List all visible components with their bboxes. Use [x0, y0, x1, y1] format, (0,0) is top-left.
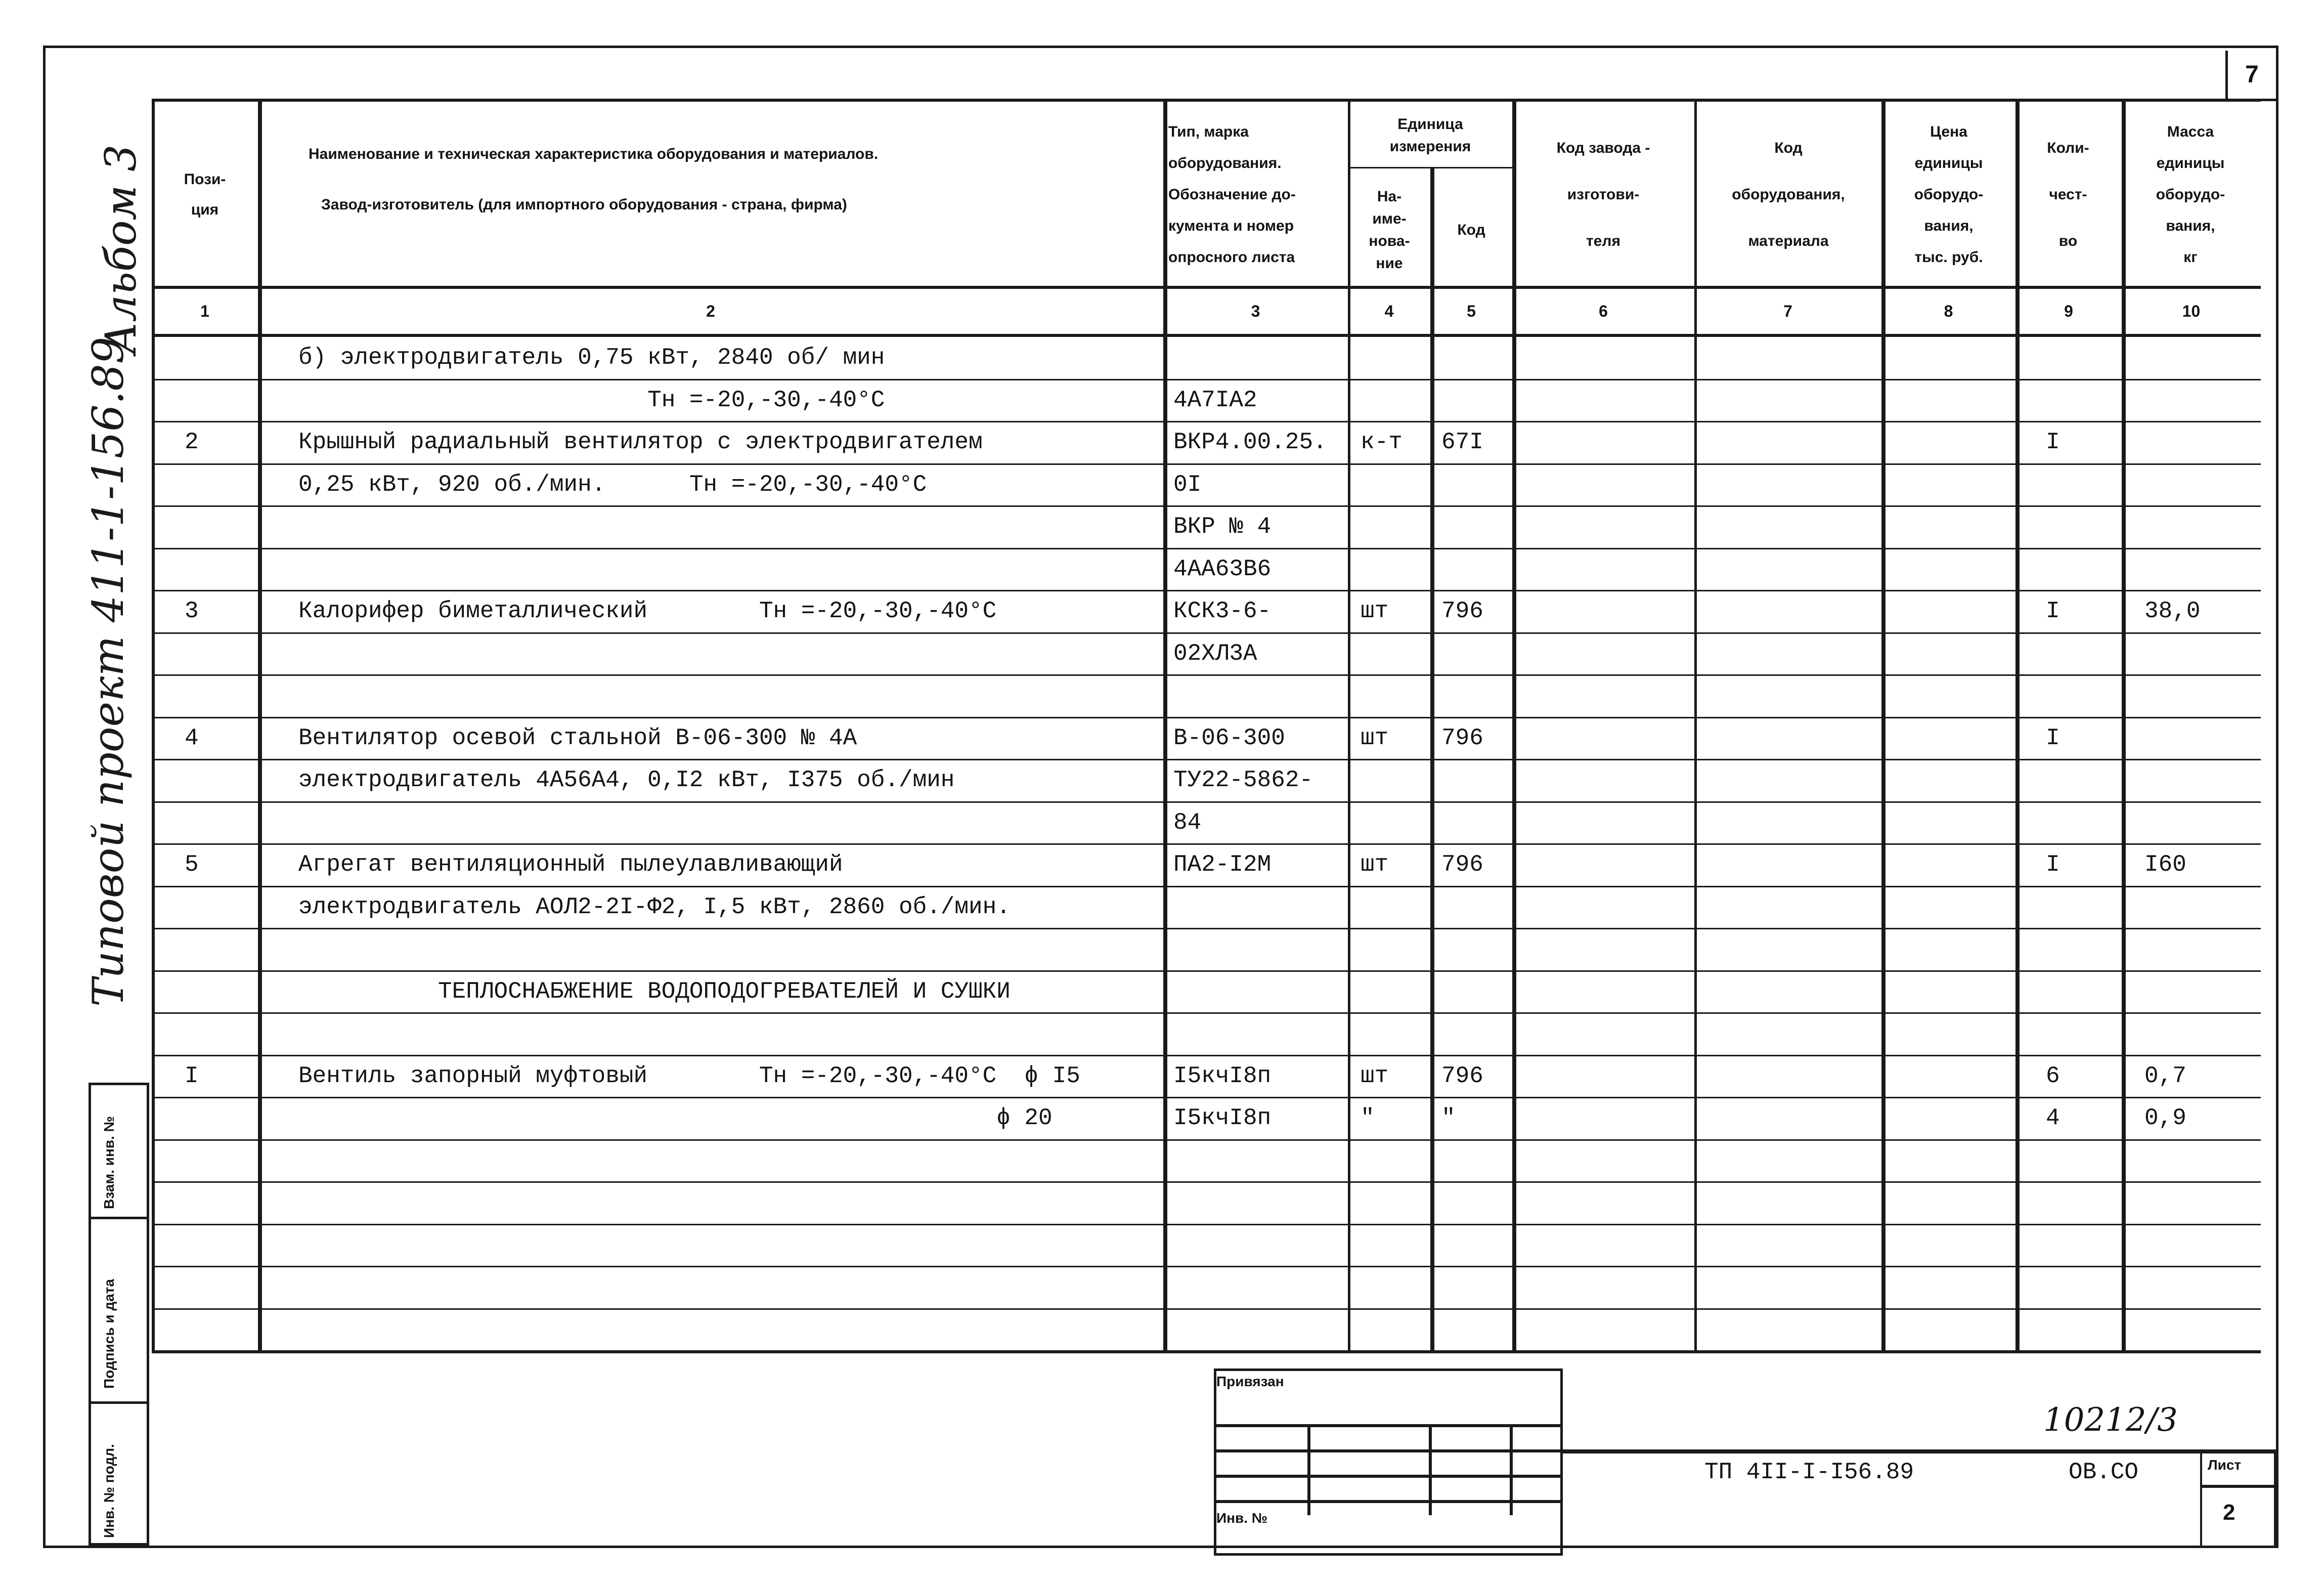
row-divider	[152, 632, 2261, 634]
row-unit-code: 796	[1441, 1063, 1483, 1089]
column-number: 7	[1783, 302, 1792, 320]
row-name: электродвигатель АОЛ2-2I-Ф2, I,5 кВт, 2860 об./мин.	[298, 894, 1011, 920]
row-quantity: I	[2046, 851, 2060, 878]
header-unit-group: Единица измерения	[1389, 115, 1471, 155]
row-unit-name: к-т	[1361, 429, 1402, 455]
row-unit-code: 796	[1441, 851, 1483, 878]
row-divider	[152, 334, 2261, 337]
column-number: 4	[1384, 302, 1394, 320]
header-type: Тип, марка оборудования. Обозначение до- кумента и номер опросного листа	[1168, 123, 1296, 266]
row-divider	[152, 463, 2261, 465]
column-number: 6	[1599, 302, 1608, 320]
row-mass: 0,7	[2144, 1063, 2186, 1089]
row-type: 02ХЛ3А	[1173, 640, 1257, 667]
row-name: б) электродвигатель 0,75 кВт, 2840 об/ мин	[298, 345, 885, 371]
row-divider	[152, 674, 2261, 676]
row-unit-name: шт	[1361, 598, 1389, 624]
header-unit-name: На- име- нова- ние	[1369, 188, 1410, 272]
header-equipment-code: Код оборудования, материала	[1732, 140, 1845, 249]
row-unit-code: "	[1441, 1105, 1456, 1131]
row-divider	[152, 1097, 2261, 1098]
row-quantity: I	[2046, 725, 2060, 751]
row-divider	[152, 717, 2261, 718]
row-name: электродвигатель 4А56А4, 0,I2 кВт, I375 об./мин	[298, 767, 955, 793]
row-mass: 0,9	[2144, 1105, 2186, 1131]
row-type: ПА2-I2М	[1173, 851, 1271, 878]
header-position: Пози- ция	[184, 171, 226, 218]
row-name: ϕ 20	[298, 1105, 1053, 1131]
row-name: Крышный радиальный вентилятор с электродвигателем	[298, 429, 983, 455]
row-position: I	[185, 1063, 199, 1089]
stamp-interchange: Взам. инв. №	[101, 1116, 117, 1209]
row-mass: 38,0	[2144, 598, 2201, 624]
row-divider	[152, 1181, 2261, 1183]
title-block-line	[1510, 1424, 1513, 1515]
row-name: Вентиль запорный муфтовый Тн =-20,-30,-40°С ϕ I5	[298, 1063, 1080, 1089]
header-unit-code: Код	[1457, 222, 1485, 238]
row-divider	[152, 1224, 2261, 1225]
row-name: Калорифер биметаллический Тн =-20,-30,-40°С	[298, 598, 997, 624]
row-divider	[152, 801, 2261, 803]
row-unit-name: шт	[1361, 1063, 1389, 1089]
row-unit-code: 67I	[1441, 429, 1483, 455]
handwritten-number: 10212/3	[2043, 1401, 2178, 1439]
header-mass: Масса единицы оборудо- вания, кг	[2156, 123, 2225, 266]
title-privyazan: Привязан	[1216, 1374, 1284, 1389]
row-divider	[152, 886, 2261, 887]
row-unit-code: 796	[1441, 725, 1483, 751]
row-divider	[152, 843, 2261, 845]
sheet-number: 2	[2223, 1500, 2235, 1525]
row-type: КСК3-6-	[1173, 598, 1271, 624]
header-quantity: Коли- чест- во	[2047, 140, 2089, 249]
header-name-line1: Наименование и техническая характеристика оборудования и материалов.	[309, 146, 879, 162]
row-type: I5кчI8п	[1173, 1105, 1271, 1131]
title-block-line	[1429, 1424, 1432, 1515]
row-name: ТЕПЛОСНАБЖЕНИЕ ВОДОПОДОГРЕВАТЕЛЕЙ И СУШКИ	[298, 978, 1011, 1005]
sheet-top-number: 7	[2225, 51, 2276, 101]
row-type: ВКР № 4	[1173, 513, 1271, 540]
row-divider	[152, 1055, 2261, 1056]
row-quantity: I	[2046, 598, 2060, 624]
sheet-label: Лист	[2208, 1457, 2242, 1473]
row-type: В-06-300	[1173, 725, 1285, 751]
row-type: 0I	[1173, 472, 1202, 498]
stamp-sign-date: Подпись и дата	[101, 1279, 117, 1389]
row-divider	[1348, 167, 1512, 168]
title-block-line	[2200, 1485, 2276, 1488]
row-divider	[152, 1308, 2261, 1310]
row-unit-name: шт	[1361, 725, 1389, 751]
row-type: 4А7IА2	[1173, 387, 1257, 413]
row-divider	[152, 590, 2261, 591]
row-unit-name: шт	[1361, 851, 1389, 878]
header-name-line2: Завод-изготовитель (для импортного оборудования - страна, фирма)	[321, 196, 847, 213]
row-position: 2	[185, 429, 199, 455]
row-position: 3	[185, 598, 199, 624]
row-name: Агрегат вентиляционный пылеулавливающий	[298, 851, 843, 878]
column-number: 1	[200, 302, 209, 320]
project-label: Типовой проект 411-1-156.89	[83, 336, 133, 1007]
header-price: Цена единицы оборудо- вания, тыс. руб.	[1914, 123, 1984, 266]
row-quantity: 6	[2046, 1063, 2060, 1089]
row-position: 5	[185, 851, 199, 878]
column-number: 8	[1944, 302, 1953, 320]
row-unit-code: 796	[1441, 598, 1483, 624]
row-name: Вентилятор осевой стальной В-06-300 № 4А	[298, 725, 857, 751]
row-divider	[152, 505, 2261, 507]
row-divider	[152, 1012, 2261, 1014]
row-divider	[152, 1266, 2261, 1267]
column-number: 5	[1467, 302, 1476, 320]
row-type: 4АА63В6	[1173, 556, 1271, 582]
row-type: 84	[1173, 809, 1202, 836]
row-quantity: I	[2046, 429, 2060, 455]
column-number: 3	[1251, 302, 1260, 320]
header-factory-code: Код завода - изготови- теля	[1556, 140, 1650, 249]
column-number: 2	[706, 302, 715, 320]
stamp-inv-sub: Инв. № подл.	[101, 1444, 117, 1538]
doc-code: ТП 4II-I-I56.89	[1704, 1459, 1914, 1485]
row-divider	[152, 928, 2261, 929]
title-block-line	[1563, 1449, 2278, 1453]
row-type: ТУ22-5862-	[1173, 767, 1313, 793]
column-number: 9	[2064, 302, 2073, 320]
album-label: Альбом 3	[96, 144, 146, 354]
row-quantity: 4	[2046, 1105, 2060, 1131]
row-mass: I60	[2144, 851, 2186, 878]
title-block-line	[2200, 1449, 2276, 1548]
column-number: 10	[2182, 302, 2201, 320]
stamp-column	[89, 1083, 149, 1546]
row-divider	[152, 548, 2261, 549]
row-divider	[152, 970, 2261, 972]
title-inv-no: Инв. №	[1216, 1510, 1268, 1526]
row-divider	[152, 759, 2261, 760]
title-block-line	[1307, 1424, 1310, 1515]
row-type: ВКР4.00.25.	[1173, 429, 1327, 455]
row-divider	[152, 1139, 2261, 1141]
row-divider	[152, 379, 2261, 380]
row-type: I5кчI8п	[1173, 1063, 1271, 1089]
row-divider	[152, 421, 2261, 422]
row-name: 0,25 кВт, 920 об./мин. Тн =-20,-30,-40°С	[298, 472, 927, 498]
row-unit-name: "	[1361, 1105, 1375, 1131]
row-name: Тн =-20,-30,-40°С	[298, 387, 885, 413]
row-position: 4	[185, 725, 199, 751]
doc-mark: ОВ.СО	[2069, 1459, 2139, 1485]
